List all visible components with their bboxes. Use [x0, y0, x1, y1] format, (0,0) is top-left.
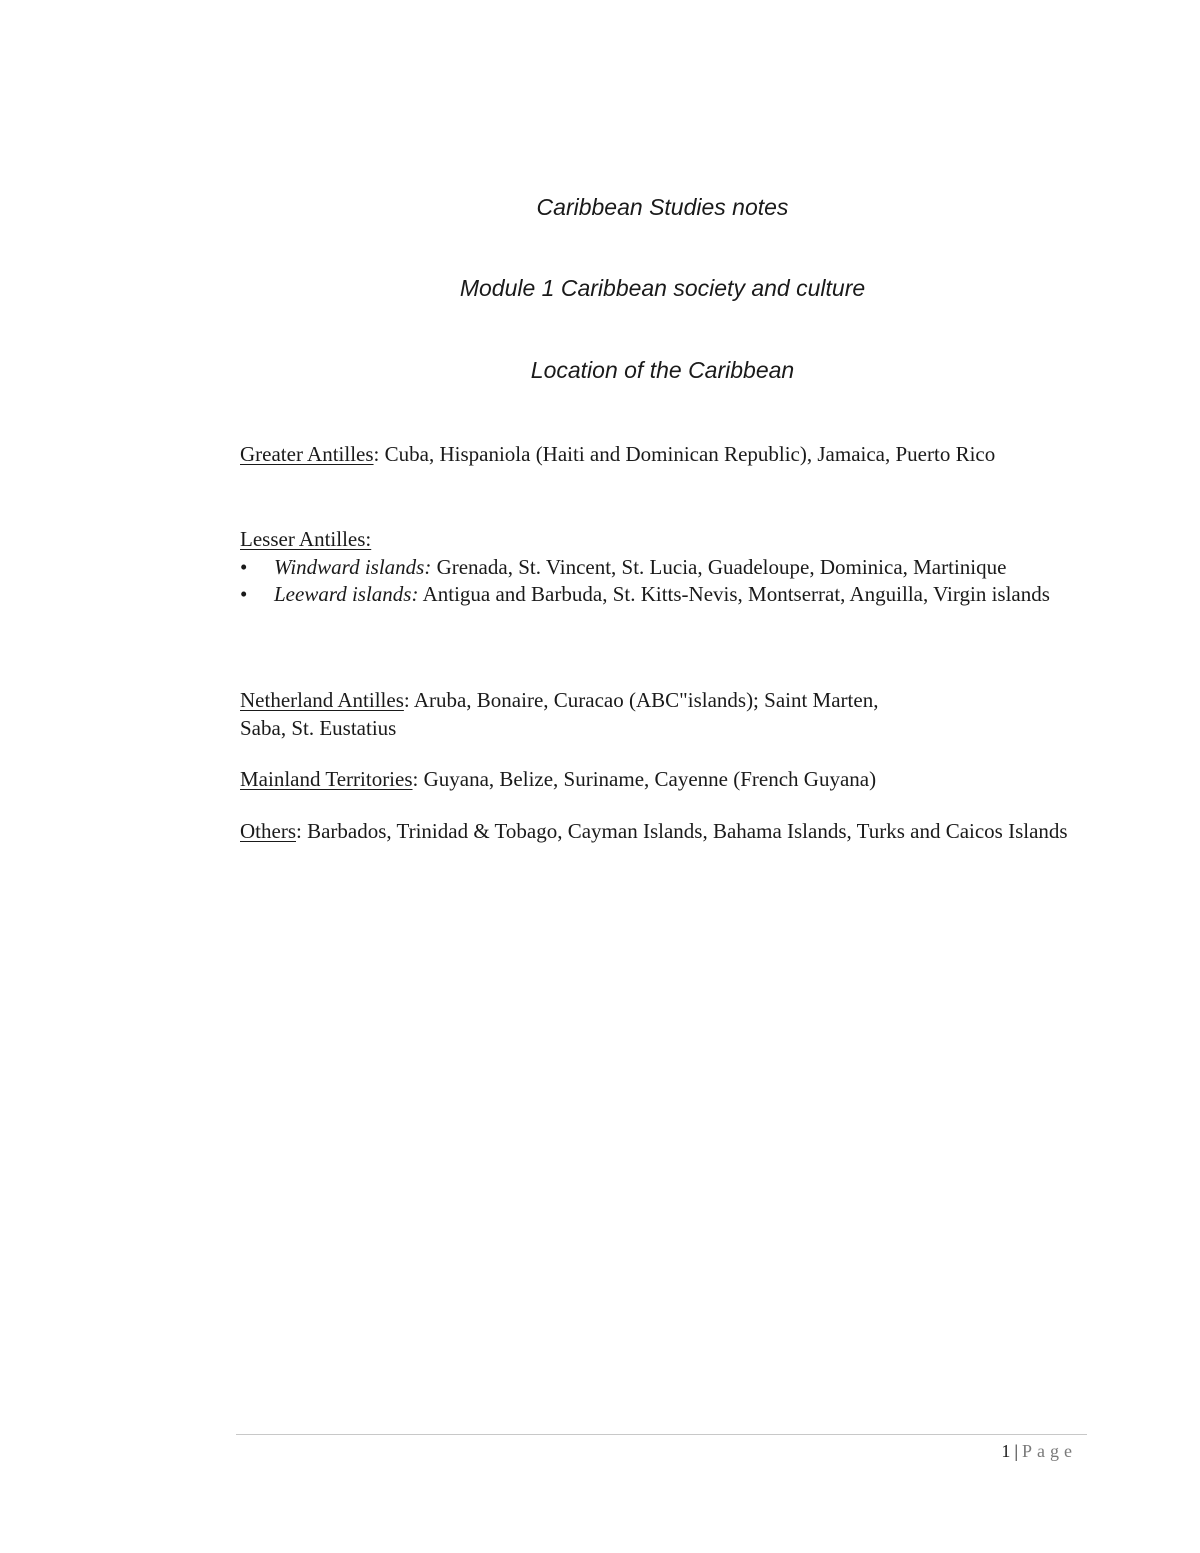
list-item [240, 581, 1085, 609]
windward-islands-label: Windward islands: [274, 554, 432, 579]
greater-antilles-text: : Cuba, Hispaniola (Haiti and Dominican Republic), Jamaica, Puerto Rico [373, 442, 996, 466]
bullet-icon: • [240, 554, 248, 579]
mainland-territories-label: Mainland Territories [240, 767, 413, 791]
lesser-antilles-label: Lesser Antilles: [240, 527, 372, 551]
list-item [240, 554, 1085, 582]
netherland-antilles-text-line2: Saba, St. Eustatius [240, 715, 397, 740]
greater-antilles-paragraph [240, 441, 1085, 469]
bullet-icon: • [240, 582, 248, 606]
page-footer [1001, 1439, 1077, 1463]
netherland-antilles-text-line1: : Aruba, Bonaire, Curacao (ABC"islands); Saint Marten, [403, 688, 879, 712]
others-label: Others [240, 819, 296, 843]
leeward-islands-label: Leeward islands: [274, 582, 419, 606]
mainland-territories-text: : Guyana, Belize, Suriname, Cayenne (French Guyana) [412, 767, 877, 791]
leeward-islands-text: Antigua and Barbuda, St. Kitts-Nevis, Montserrat, Anguilla, Virgin islands [418, 582, 1050, 606]
netherland-antilles-paragraph [240, 687, 1085, 742]
module-heading: Module 1 Caribbean society and culture [459, 275, 866, 301]
document-title: Caribbean Studies notes [536, 194, 789, 220]
others-text: : Barbados, Trinidad & Tobago, Cayman Islands, Bahama Islands, Turks and Caicos Islands [296, 819, 1068, 843]
greater-antilles-label: Greater Antilles [240, 442, 374, 466]
footer-separator: | [1014, 1441, 1018, 1461]
mainland-territories-paragraph [240, 766, 1085, 794]
footer-divider [236, 1434, 1087, 1435]
section-heading: Location of the Caribbean [530, 357, 795, 383]
page-label: Page [1022, 1441, 1077, 1461]
netherland-antilles-label: Netherland Antilles [240, 688, 404, 712]
windward-islands-text: Grenada, St. Vincent, St. Lucia, Guadeloupe, Dominica, Martinique [431, 554, 1007, 579]
lesser-antilles-section [240, 526, 1085, 609]
page-number: 1 [1001, 1441, 1011, 1461]
others-paragraph [240, 818, 1085, 846]
